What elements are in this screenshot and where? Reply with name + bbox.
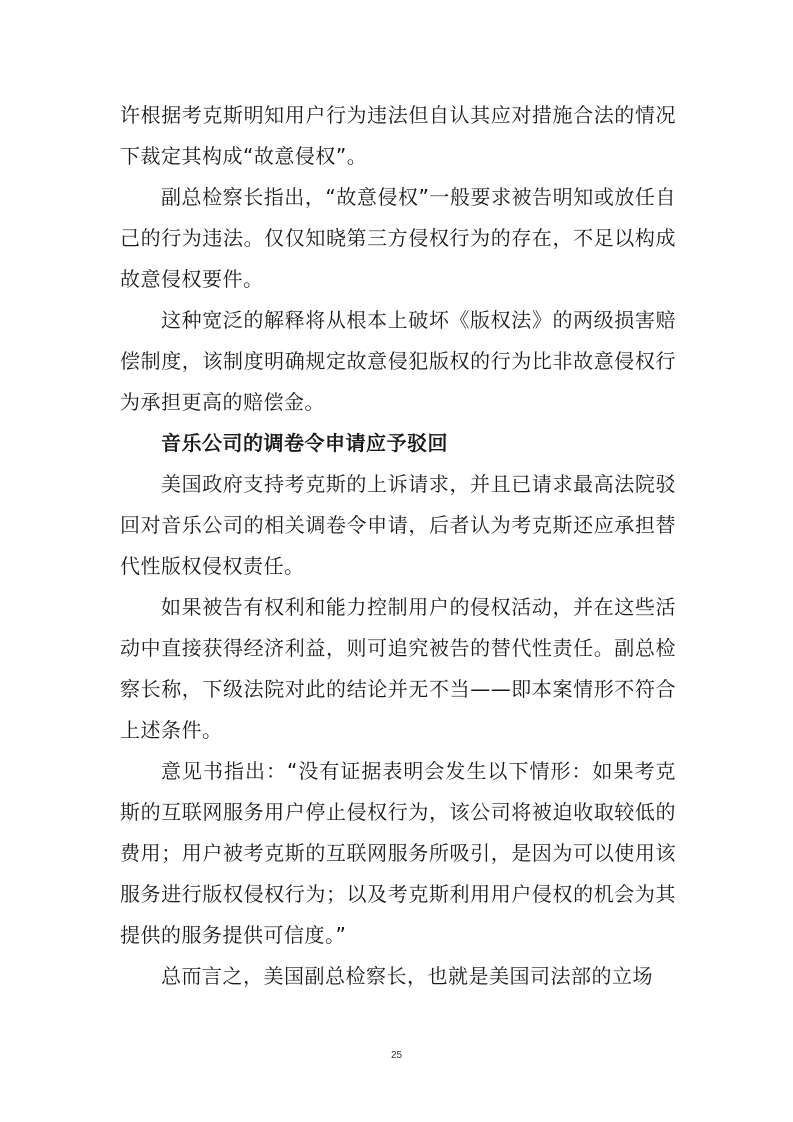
paragraph: 意见书指出：“没有证据表明会发生以下情形：如果考克斯的互联网服务用户停止侵权行为，该公司将被迫收取较低的费用；用户被考克斯的互联网服务所吸引，是因为可以使用该服务进行版权侵权行为；以及考克斯利用用户侵权的机会为其提供的服务提供可信度。” <box>120 759 676 947</box>
paragraph: 总而言之，美国副总检察长，也就是美国司法部的立场 <box>161 964 653 988</box>
section-heading: 音乐公司的调卷令申请应予驳回 <box>161 431 448 455</box>
document-body <box>120 95 676 997</box>
page-number: 25 <box>390 1050 403 1061</box>
paragraph: 副总检察长指出，“故意侵权”一般要求被告明知或放任自己的行为违法。仅仅知晓第三方侵权行为的存在，不足以构成故意侵权要件。 <box>120 185 676 291</box>
paragraph: 这种宽泛的解释将从根本上破坏《版权法》的两级损害赔偿制度，该制度明确规定故意侵犯版权的行为比非故意侵权行为承担更高的赔偿金。 <box>120 308 676 414</box>
paragraph: 许根据考克斯明知用户行为违法但自认其应对措施合法的情况下裁定其构成“故意侵权”。 <box>120 103 676 168</box>
paragraph: 如果被告有权利和能力控制用户的侵权活动，并在这些活动中直接获得经济利益，则可追究被告的替代性责任。副总检察长称，下级法院对此的结论并无不当——即本案情形不符合上述条件。 <box>120 595 676 742</box>
paragraph: 美国政府支持考克斯的上诉请求，并且已请求最高法院驳回对音乐公司的相关调卷令申请，后者认为考克斯还应承担替代性版权侵权责任。 <box>120 472 676 578</box>
